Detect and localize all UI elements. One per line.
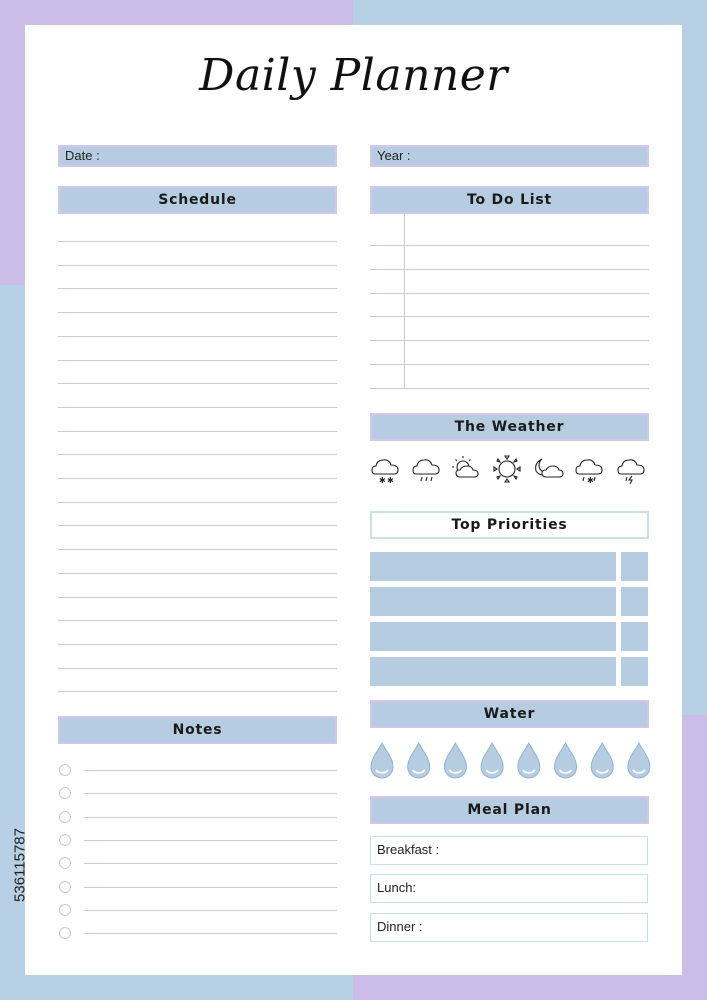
lunch-field[interactable]: Lunch: bbox=[370, 874, 648, 903]
note-bullet-circle[interactable] bbox=[59, 904, 71, 916]
note-bullet-circle[interactable] bbox=[59, 834, 71, 846]
weather-header: The Weather bbox=[370, 413, 649, 441]
water-tracker bbox=[368, 740, 653, 780]
note-line[interactable] bbox=[84, 840, 337, 841]
schedule-line[interactable] bbox=[58, 265, 337, 266]
priority-checkbox[interactable] bbox=[621, 622, 648, 651]
schedule-line[interactable] bbox=[58, 407, 337, 408]
moon-cloud-icon[interactable] bbox=[536, 459, 563, 477]
schedule-line[interactable] bbox=[58, 573, 337, 574]
priority-checkbox[interactable] bbox=[621, 657, 648, 686]
schedule-line[interactable] bbox=[58, 644, 337, 645]
todo-item-line[interactable] bbox=[370, 364, 649, 365]
water-drop-icon[interactable] bbox=[444, 743, 466, 778]
schedule-line[interactable] bbox=[58, 525, 337, 526]
thunderstorm-icon[interactable] bbox=[618, 460, 644, 484]
meal-plan-header: Meal Plan bbox=[370, 796, 649, 824]
water-drop-icon[interactable] bbox=[518, 743, 540, 778]
schedule-line[interactable] bbox=[58, 549, 337, 550]
sleet-cloud-icon[interactable] bbox=[576, 460, 602, 485]
notes-header: Notes bbox=[58, 716, 337, 744]
note-bullet-circle[interactable] bbox=[59, 881, 71, 893]
todo-divider bbox=[404, 214, 405, 388]
dinner-field[interactable]: Dinner : bbox=[370, 913, 648, 942]
schedule-header: Schedule bbox=[58, 186, 337, 214]
stock-id-text: 536115787 bbox=[11, 828, 29, 902]
schedule-line[interactable] bbox=[58, 288, 337, 289]
todo-item-line[interactable] bbox=[370, 245, 649, 246]
schedule-line[interactable] bbox=[58, 478, 337, 479]
snow-cloud-icon[interactable] bbox=[372, 460, 398, 485]
priority-item[interactable] bbox=[370, 587, 616, 616]
priority-checkbox[interactable] bbox=[621, 587, 648, 616]
priority-item[interactable] bbox=[370, 622, 616, 651]
todo-item-line[interactable] bbox=[370, 340, 649, 341]
schedule-line[interactable] bbox=[58, 336, 337, 337]
schedule-line[interactable] bbox=[58, 597, 337, 598]
sun-icon[interactable] bbox=[494, 456, 520, 482]
water-drop-icon[interactable] bbox=[408, 743, 430, 778]
note-line[interactable] bbox=[84, 793, 337, 794]
svg-text:✱: ✱ bbox=[587, 476, 594, 485]
todo-item-line[interactable] bbox=[370, 388, 649, 389]
note-line[interactable] bbox=[84, 910, 337, 911]
note-line[interactable] bbox=[84, 863, 337, 864]
schedule-line[interactable] bbox=[58, 620, 337, 621]
page-title: Daily Planner bbox=[199, 50, 508, 101]
note-bullet-circle[interactable] bbox=[59, 811, 71, 823]
date-field[interactable]: Date : bbox=[58, 145, 337, 167]
todo-header: To Do List bbox=[370, 186, 649, 214]
note-line[interactable] bbox=[84, 770, 337, 771]
year-field[interactable]: Year : bbox=[370, 145, 649, 167]
water-drop-icon[interactable] bbox=[371, 743, 393, 778]
schedule-line[interactable] bbox=[58, 383, 337, 384]
todo-item-line[interactable] bbox=[370, 316, 649, 317]
water-drop-icon[interactable] bbox=[628, 743, 650, 778]
schedule-line[interactable] bbox=[58, 360, 337, 361]
schedule-line[interactable] bbox=[58, 312, 337, 313]
partly-sunny-icon[interactable] bbox=[452, 456, 478, 477]
schedule-line[interactable] bbox=[58, 454, 337, 455]
schedule-line[interactable] bbox=[58, 431, 337, 432]
note-line[interactable] bbox=[84, 817, 337, 818]
todo-item-line[interactable] bbox=[370, 293, 649, 294]
note-bullet-circle[interactable] bbox=[59, 927, 71, 939]
note-bullet-circle[interactable] bbox=[59, 764, 71, 776]
planner-page bbox=[25, 25, 682, 975]
weather-icons-row bbox=[368, 453, 653, 489]
water-drop-icon[interactable] bbox=[481, 743, 503, 778]
water-drop-icon[interactable] bbox=[591, 743, 613, 778]
schedule-line[interactable] bbox=[58, 668, 337, 669]
priority-item[interactable] bbox=[370, 552, 616, 581]
priority-checkbox[interactable] bbox=[621, 552, 648, 581]
top-priorities-header: Top Priorities bbox=[370, 511, 649, 539]
schedule-line[interactable] bbox=[58, 241, 337, 242]
note-line[interactable] bbox=[84, 887, 337, 888]
svg-text:✱: ✱ bbox=[387, 476, 394, 485]
todo-item-line[interactable] bbox=[370, 269, 649, 270]
rain-cloud-icon[interactable] bbox=[413, 460, 439, 481]
schedule-line[interactable] bbox=[58, 502, 337, 503]
schedule-line[interactable] bbox=[58, 691, 337, 692]
stock-id-watermark bbox=[8, 770, 32, 960]
note-line[interactable] bbox=[84, 933, 337, 934]
svg-text:✱: ✱ bbox=[379, 476, 386, 485]
breakfast-field[interactable]: Breakfast : bbox=[370, 836, 648, 865]
water-header: Water bbox=[370, 700, 649, 728]
priority-item[interactable] bbox=[370, 657, 616, 686]
water-drop-icon[interactable] bbox=[555, 743, 577, 778]
